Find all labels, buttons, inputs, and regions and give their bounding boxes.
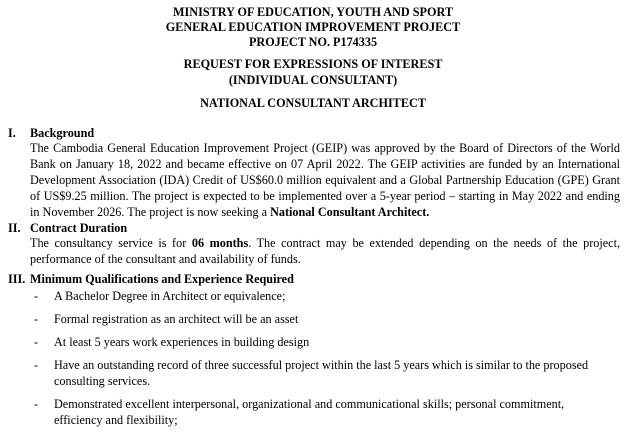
list-item [30,288,590,304]
section-title: Background [30,126,95,140]
section-contract-text [30,235,620,267]
project-name: GENERAL EDUCATION IMPROVEMENT PROJECT [165,20,461,34]
bullet-dash: - [34,335,39,349]
project-number: PROJECT NO. P174335 [248,35,378,49]
list-item [30,396,590,428]
list-item [30,311,590,327]
list-item-text: At least 5 years work experiences in building design [54,335,310,349]
section-number: III. [8,272,26,286]
section-number: II. [8,221,21,235]
section-title: Contract Duration [30,221,128,235]
position-title: NATIONAL CONSULTANT ARCHITECT [200,96,426,110]
section-qualifications-heading [8,271,294,287]
consultant-type: (INDIVIDUAL CONSULTANT) [228,73,398,87]
bullet-dash: - [34,289,39,303]
request-title: REQUEST FOR EXPRESSIONS OF INTEREST [183,57,443,71]
section-background-text [30,140,620,220]
background-paragraph: The Cambodia General Education Improvement Project (GEIP) was approved by the Board of Directors of the World Bank on January 18, 2022 and became effective on 07 April 2022. The GEIP activities are funded by an International Development Association (IDA) Credit of US$60.0 million equivalent and a Global Partnership Education (GPE) Grant of US$9.25 million. The project is expected to be implemented over a 5-year period – starting in May 2022 and ending in November 2026. The project is now seeking a [30,141,620,219]
background-position-emphasis: National Consultant Architect. [270,205,430,219]
qualifications-list [30,288,590,435]
contract-text-post: . The contract may be extended depending on the needs of the project, performance of the consultant and availability of funds. [30,236,620,266]
bullet-dash: - [34,358,39,372]
bullet-dash: - [34,312,39,326]
list-item-text: Formal registration as an architect will be an asset [54,312,299,326]
section-contract-heading [8,220,127,236]
list-item-text: Have an outstanding record of three successful project within the last 5 years which is similar to the proposed consulting services. [54,358,589,388]
ministry-title: MINISTRY OF EDUCATION, YOUTH AND SPORT [173,5,453,19]
contract-text-pre: The consultancy service is for [30,236,192,250]
section-title: Minimum Qualifications and Experience Required [30,272,294,286]
list-item-text: A Bachelor Degree in Architect or equivalence; [54,289,286,303]
list-item-text: Demonstrated excellent interpersonal, organizational and communicational skills; personal commitment, efficiency and flexibility; [54,397,565,427]
section-number: I. [8,126,16,140]
contract-duration-emphasis: 06 months [191,236,249,250]
list-item [30,334,590,350]
list-item [30,357,590,389]
bullet-dash: - [34,397,39,411]
section-background-heading [8,125,94,141]
